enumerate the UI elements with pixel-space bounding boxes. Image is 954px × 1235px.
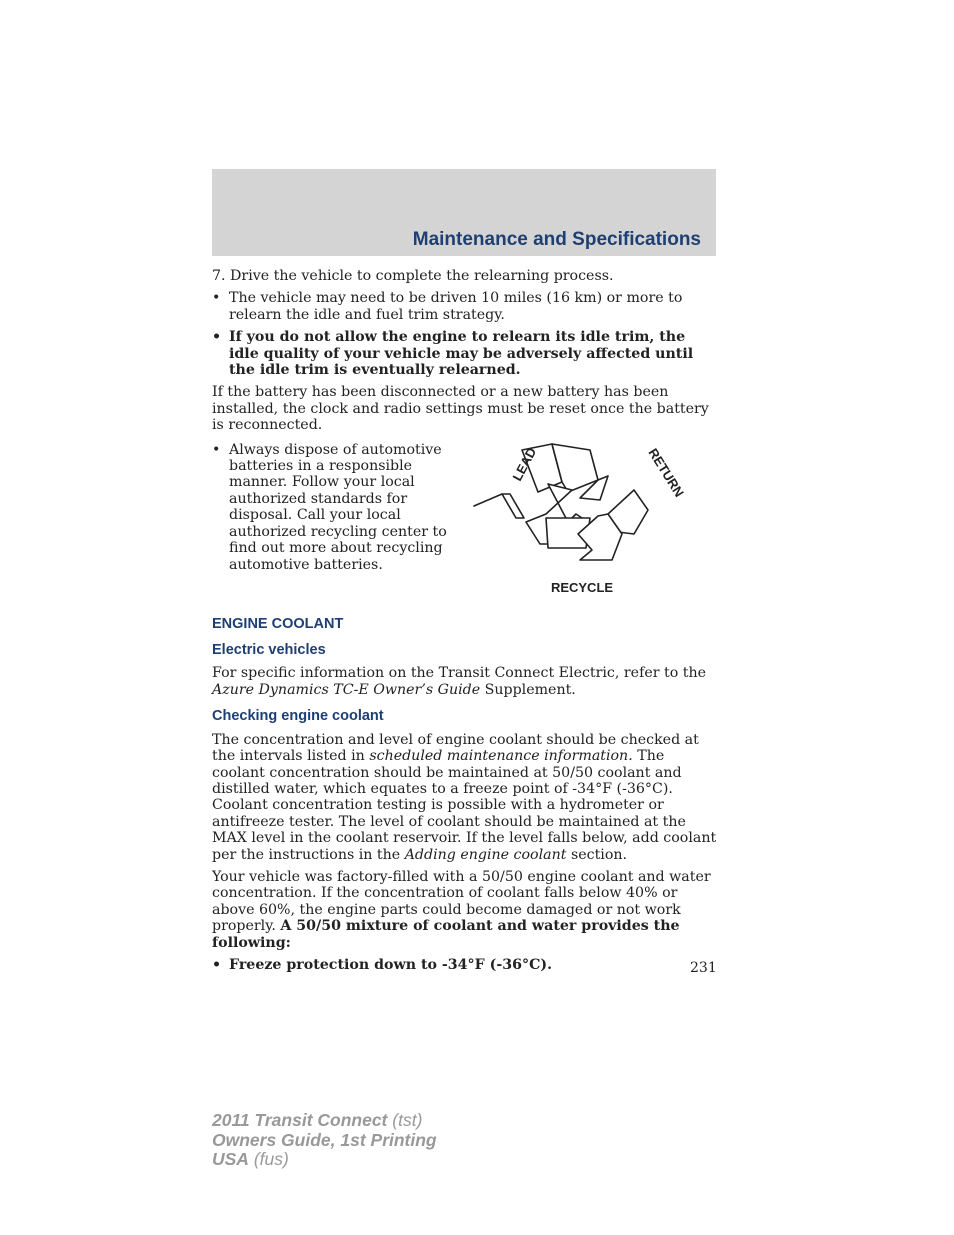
header-band xyxy=(212,169,716,256)
check-paragraph: The concentration and level of engine coolant should be checked at the intervals listed in scheduled maintenance information. The coolant concentration should be maintained at 50/50 coolant and distilled water, which equates to a freeze point of -34°F (-36°C). Coolant concentration testing is possible with a hydrometer or antifreeze tester. The level of coolant should be maintained at the MAX level in the coolant reservoir. If the level falls below, add coolant per the instructions in the Adding engine coolant section. xyxy=(212,731,717,863)
relearn-bullet-1: The vehicle may need to be driven 10 miles (16 km) or more to relearn the idle and fuel trim strategy. xyxy=(229,290,683,323)
dispose-bullet: Always dispose of automotive batteries in a responsible manner. Follow your local authorized standards for disposal. Call your local authorized recycling center to find out more about recycling automotive batteries. xyxy=(229,441,447,573)
subheading-electric-vehicles: Electric vehicles xyxy=(212,642,326,659)
recycle-label-return: RETURN xyxy=(645,445,687,500)
footer-line-2: Owners Guide, 1st Printing xyxy=(212,1129,437,1150)
footer xyxy=(212,1111,437,1170)
page-number: 231 xyxy=(690,960,717,976)
list-item xyxy=(212,442,462,573)
relearn-bullet-2: If you do not allow the engine to relearn its idle trim, the idle quality of your vehicle may be adversely affected until the idle trim is eventually relearned. xyxy=(229,329,694,379)
bullet: • xyxy=(212,441,221,458)
recycle-label-lead: LEAD xyxy=(509,444,540,484)
footer-line-1: 2011 Transit Connect (tst) xyxy=(212,1110,423,1130)
section-heading-engine-coolant: ENGINE COOLANT xyxy=(212,615,344,632)
freeze-bullet: Freeze protection down to -34°F (-36°C). xyxy=(229,956,553,973)
list-item xyxy=(212,957,718,973)
ev-paragraph: For specific information on the Transit Connect Electric, refer to the Azure Dynamics TC-E Owner’s Guide Supplement. xyxy=(212,665,707,698)
bullet: • xyxy=(212,956,222,973)
page-title: Maintenance and Specifications xyxy=(412,229,701,250)
bullet: • xyxy=(212,290,221,307)
footer-line-3: USA (fus) xyxy=(212,1149,289,1169)
list-item xyxy=(212,329,718,378)
recycle-graphic xyxy=(462,442,718,602)
subheading-checking-coolant: Checking engine coolant xyxy=(212,708,384,725)
battery-paragraph: If the battery has been disconnected or a new battery has been installed, the clock and radio settings must be reset once the battery is reconnected. xyxy=(212,384,709,434)
recycle-label-recycle: RECYCLE xyxy=(550,579,614,595)
recycle-icon xyxy=(462,442,718,602)
relearn-step-7: 7. Drive the vehicle to complete the relearning process. xyxy=(212,268,614,284)
list-item xyxy=(212,290,718,323)
bullet: • xyxy=(212,329,222,346)
factory-paragraph: Your vehicle was factory-filled with a 50/50 engine coolant and water concentration. If the concentration of coolant falls below 40% or above 60%, the engine parts could become damaged or not work properly. A 50/50 mixture of coolant and water provides the following: xyxy=(212,868,711,951)
recycle-section xyxy=(212,442,718,602)
content xyxy=(212,268,718,979)
